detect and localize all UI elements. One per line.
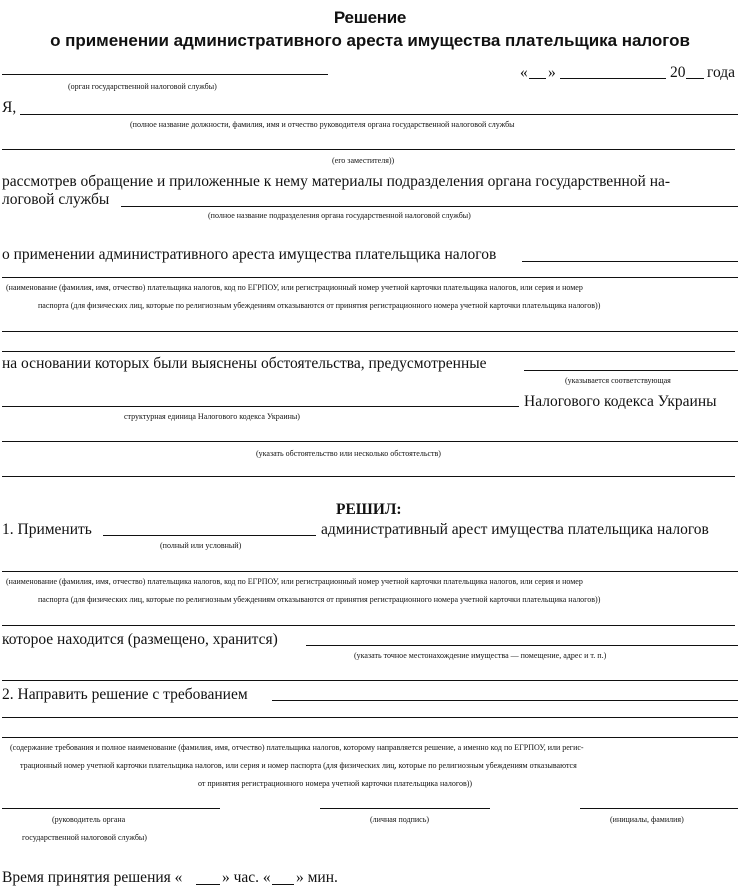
requirement-caption-2: трационный номер учетной карточки плательщика налогов, или серия и номер паспорта (для физических лиц, которые по религиозным убеждениям отказываются bbox=[20, 761, 577, 770]
year-suffix: года bbox=[707, 64, 736, 81]
requirement-field[interactable] bbox=[272, 700, 738, 701]
requirement-field-2[interactable] bbox=[2, 717, 738, 718]
full-caption: (полный или условный) bbox=[160, 541, 242, 550]
document-subtitle: о применении административного ареста имущества плательщика налогов bbox=[50, 31, 690, 50]
item2-text: 2. Направить решение с требованием bbox=[2, 686, 248, 703]
head-signature-field[interactable] bbox=[2, 808, 220, 809]
location-field-2[interactable] bbox=[2, 680, 738, 681]
circumstance-field-1[interactable] bbox=[2, 441, 738, 442]
official-caption: (полное название должности, фамилия, имя и отчество руководителя органа государственной налоговой службы bbox=[130, 120, 515, 129]
month-field[interactable] bbox=[560, 78, 666, 79]
tax-code-text: Налогового кодекса Украины bbox=[524, 393, 717, 410]
location-caption: (указать точное местонахождение имущества — помещение, адрес и т. п.) bbox=[354, 651, 607, 660]
requirement-field-3[interactable] bbox=[2, 737, 738, 738]
subdivision-field[interactable] bbox=[121, 206, 738, 207]
requirement-caption-1: (содержание требования и полное наименование (фамилия, имя, отчество) плательщика налогов, которому направляется решение, а именно код по ЕГРПОУ, или регис- bbox=[10, 743, 584, 752]
taxpayer-field-3[interactable] bbox=[2, 351, 735, 352]
taxpayer2-field-2[interactable] bbox=[2, 625, 735, 626]
taxpayer-field-2[interactable] bbox=[2, 331, 738, 332]
arrest-type-field[interactable] bbox=[103, 535, 316, 536]
hours-field[interactable] bbox=[196, 884, 220, 885]
indicated-caption: (указывается соответствующая bbox=[565, 376, 671, 385]
time-prefix: Время принятия решения « bbox=[2, 869, 183, 886]
application-text: о применении административного ареста имущества плательщика налогов bbox=[2, 246, 497, 263]
item1-prefix: 1. Применить bbox=[2, 521, 92, 538]
official-field[interactable] bbox=[20, 114, 738, 115]
year-prefix: 20 bbox=[670, 64, 686, 81]
requirement-caption-3: от принятия регистрационного номера учетной карточки плательщика налогов)) bbox=[198, 779, 473, 788]
taxpayer-caption-2: паспорта (для физических лиц, которые по религиозным убеждениям отказываются от принятия регистрационного номера учетной карточки плательщика налогов)) bbox=[38, 301, 601, 310]
date-open-quote: « bbox=[520, 64, 528, 81]
circumstance-field-2[interactable] bbox=[2, 476, 735, 477]
initials-field[interactable] bbox=[580, 808, 738, 809]
located-text: которое находится (размещено, хранится) bbox=[2, 631, 278, 648]
considered-line-1: рассмотрев обращение и приложенные к нему материалы подразделения органа государственной на- bbox=[2, 173, 671, 190]
structural-unit-field[interactable] bbox=[2, 406, 519, 407]
location-field[interactable] bbox=[306, 645, 738, 646]
taxpayer2-caption-2: паспорта (для физических лиц, которые по религиозным убеждениям отказываются от принятия регистрационного номера учетной карточки плательщика налогов)) bbox=[38, 595, 601, 604]
item1-suffix: административный арест имущества плательщика налогов bbox=[321, 521, 709, 538]
day-field[interactable] bbox=[529, 78, 546, 79]
organ-field[interactable] bbox=[2, 74, 328, 75]
organ-caption: (орган государственной налоговой службы) bbox=[68, 82, 217, 91]
personal-signature-field[interactable] bbox=[320, 808, 490, 809]
hours-label: » час. « bbox=[222, 869, 271, 886]
decision-heading: РЕШИЛ: bbox=[336, 501, 402, 518]
subdivision-caption: (полное название подразделения органа государственной налоговой службы) bbox=[208, 211, 471, 220]
minutes-field[interactable] bbox=[272, 884, 294, 885]
considered-line-2: логовой службы bbox=[2, 191, 110, 208]
document-title: Решение bbox=[333, 8, 407, 27]
signature-caption: (личная подпись) bbox=[370, 815, 430, 824]
taxpayer-field-1[interactable] bbox=[2, 277, 738, 278]
taxpayer-caption-1: (наименование (фамилия, имя, отчество) плательщика налогов, код по ЕГРПОУ, или регистрационный номер учетной карточки плательщика налогов, или серия и номер bbox=[6, 283, 583, 292]
circumstance-caption: (указать обстоятельство или несколько обстоятельств) bbox=[256, 449, 441, 458]
deputy-caption: (его заместителя)) bbox=[332, 156, 395, 165]
taxpayer2-caption-1: (наименование (фамилия, имя, отчество) плательщика налогов, код по ЕГРПОУ, или регистрационный номер учетной карточки плательщика налогов, или серия и номер bbox=[6, 577, 583, 586]
date-close-quote: » bbox=[548, 64, 556, 81]
circumstances-field[interactable] bbox=[524, 370, 738, 371]
head-caption-1: (руководитель органа bbox=[52, 815, 126, 824]
minutes-label: » мин. bbox=[296, 869, 338, 886]
head-caption-2: государственной налоговой службы) bbox=[22, 833, 147, 842]
ya-label: Я, bbox=[2, 99, 17, 116]
application-field[interactable] bbox=[522, 261, 738, 262]
deputy-field[interactable] bbox=[2, 149, 735, 150]
initials-caption: (инициалы, фамилия) bbox=[610, 815, 684, 824]
structural-caption: структурная единица Налогового кодекса Украины) bbox=[124, 412, 300, 421]
circumstances-text: на основании которых были выяснены обстоятельства, предусмотренные bbox=[2, 355, 487, 372]
taxpayer2-field-1[interactable] bbox=[2, 571, 738, 572]
year-field[interactable] bbox=[686, 78, 704, 79]
